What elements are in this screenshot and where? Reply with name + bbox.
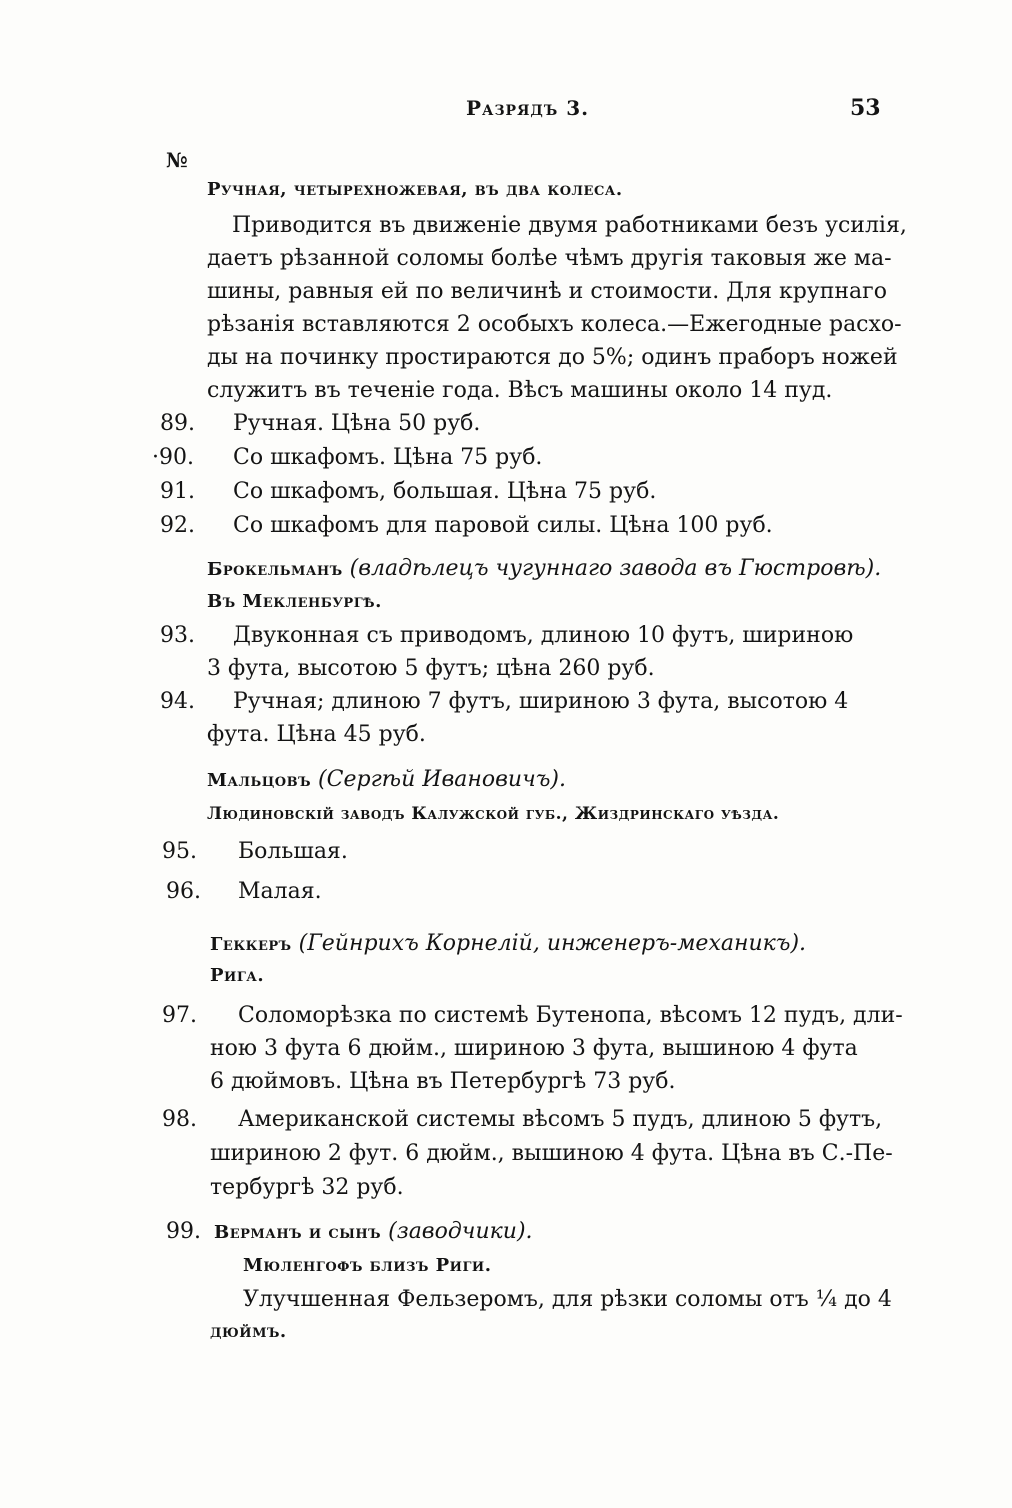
item-text: Со шкафомъ. Цѣна 75 руб. (233, 445, 543, 470)
item-text: Со шкафомъ для паровой силы. Цѣна 100 руб. (233, 513, 773, 538)
item-number: 91. (160, 479, 195, 504)
intro-line: Приводится въ движеніе двумя работниками безъ усилія, (232, 213, 907, 238)
item-text: Большая. (238, 839, 348, 864)
item-text: ною 3 фута 6 дюйм., шириною 3 фута, вышиною 4 фута (210, 1036, 858, 1061)
intro-title: Ручная, четырехножевая, въ два колеса. (207, 179, 623, 200)
item-number: ·90. (152, 445, 194, 470)
intro-line: ды на починку простираются до 5%; одинъ праборъ ножей (207, 345, 898, 370)
intro-line: шины, равныя ей по величинѣ и стоимости. Для крупнаго (207, 279, 887, 304)
item-text: 6 дюймовъ. Цѣна въ Петербургѣ 73 руб. (210, 1069, 676, 1094)
item-text: Ручная. Цѣна 50 руб. (233, 411, 481, 436)
maker-place: Въ Мекленбургѣ. (207, 591, 382, 612)
maker-heading-gekker (210, 930, 806, 959)
item-number: 89. (160, 411, 195, 436)
item-text: дюймъ. (210, 1321, 287, 1342)
maker-name: Мальцовъ (207, 770, 312, 791)
maker-desc: (Гейнрихъ Корнелій, инженеръ-механикъ). (298, 931, 807, 956)
item-text: Американской системы вѣсомъ 5 пудъ, длиною 5 футъ, (238, 1107, 883, 1132)
maker-name: Верманъ и сынъ (214, 1222, 382, 1243)
maker-heading-brokelman (207, 555, 881, 584)
item-text: Ручная; длиною 7 футъ, шириною 3 фута, высотою 4 (233, 689, 849, 714)
item-text: Соломорѣзка по системѣ Бутенопа, вѣсомъ 12 пудъ, дли- (238, 1003, 903, 1028)
maker-place: Мюленгофъ близъ Риги. (243, 1255, 492, 1276)
maker-desc: (заводчики). (388, 1219, 533, 1244)
item-number: 95. (162, 839, 197, 864)
item-text: Со шкафомъ, большая. Цѣна 75 руб. (233, 479, 657, 504)
maker-name: Геккеръ (210, 934, 292, 955)
maker-place: Рига. (210, 965, 265, 986)
item-text: Двуконная съ приводомъ, длиною 10 футъ, шириною (233, 623, 854, 648)
intro-line: рѣзанія вставляются 2 особыхъ колеса.—Ежегодные расхо- (207, 312, 902, 337)
running-header: Разрядъ 3. (466, 96, 590, 120)
page-number: 53 (850, 95, 881, 121)
maker-desc: (владѣлецъ чугуннаго завода въ Гюстровѣ). (349, 556, 882, 581)
item-text: Улучшенная Фельзеромъ, для рѣзки соломы отъ ¼ до 4 (243, 1287, 892, 1312)
item-text: тербургѣ 32 руб. (210, 1175, 404, 1200)
item-number: 98. (162, 1107, 197, 1132)
number-mark: № (166, 148, 188, 172)
item-number: 99. (166, 1219, 201, 1244)
item-number: 92. (160, 513, 195, 538)
maker-heading-maltsov (207, 766, 566, 795)
item-text: шириною 2 фут. 6 дюйм., вышиною 4 фута. Цѣна въ С.-Пе- (210, 1141, 893, 1166)
intro-line: служитъ въ теченіе года. Вѣсъ машины около 14 пуд. (207, 378, 833, 403)
item-number: 96. (166, 879, 201, 904)
item-text: 3 фута, высотою 5 футъ; цѣна 260 руб. (207, 656, 655, 681)
item-text: Малая. (238, 879, 322, 904)
maker-heading-verman (214, 1218, 533, 1247)
item-number: 94. (160, 689, 195, 714)
item-text: фута. Цѣна 45 руб. (207, 722, 426, 747)
item-number: 97. (162, 1003, 197, 1028)
maker-place: Людиновскій заводъ Калужской губ., Жиздринскаго уѣзда. (207, 804, 780, 824)
maker-desc: (Сергѣй Ивановичъ). (318, 767, 566, 792)
intro-line: даетъ рѣзанной соломы болѣе чѣмъ другія таковыя же ма- (207, 246, 892, 271)
item-number: 93. (160, 623, 195, 648)
maker-name: Брокельманъ (207, 559, 343, 580)
